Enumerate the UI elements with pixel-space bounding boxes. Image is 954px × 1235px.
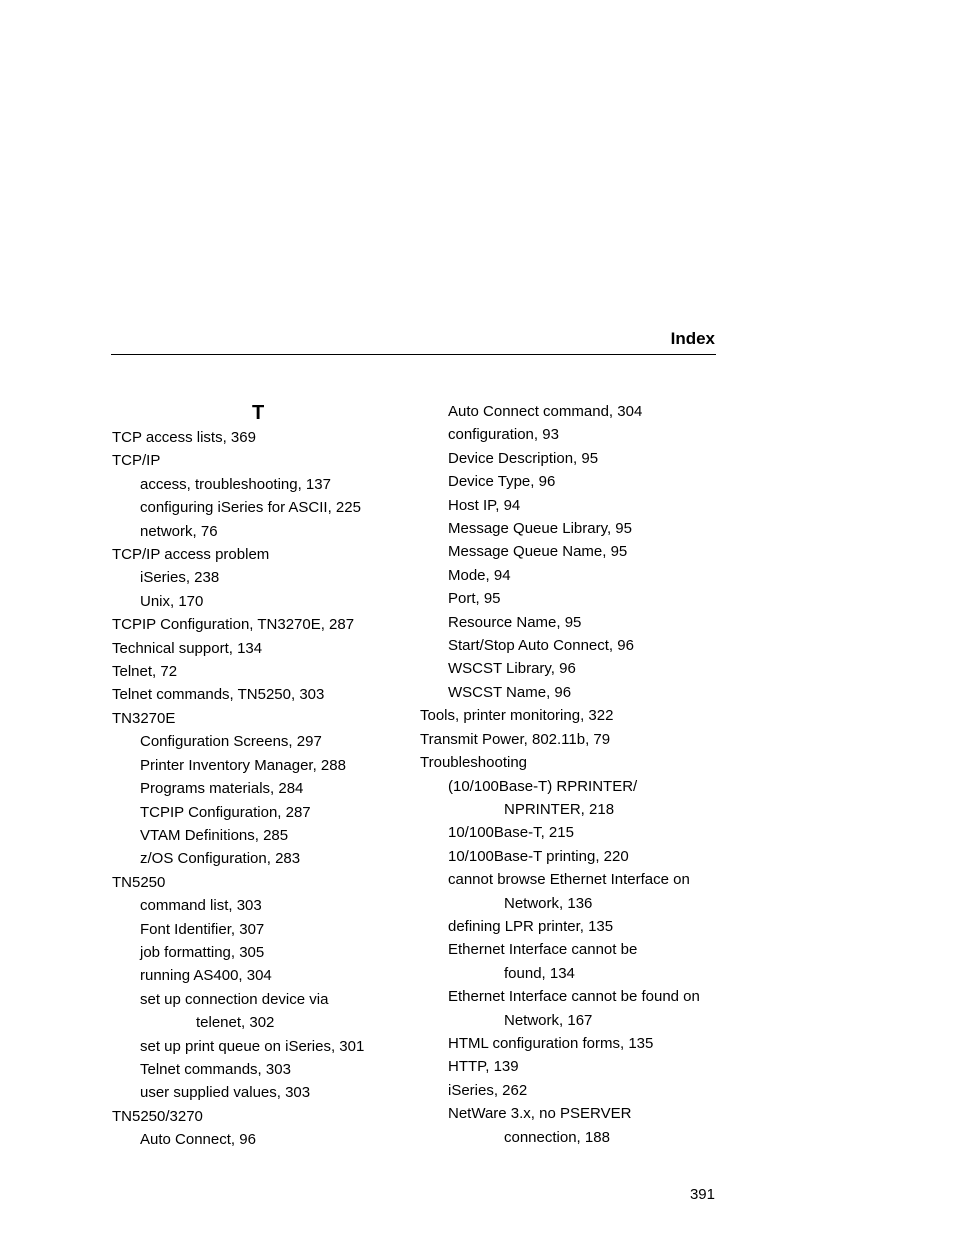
index-entry: Transmit Power, 802.11b, 79	[420, 730, 611, 748]
index-subentry: network, 76	[140, 522, 218, 540]
page-title: Index	[670, 329, 715, 348]
index-entry: TCPIP Configuration, TN3270E, 287	[112, 616, 355, 634]
index-subentry: Device Type, 96	[448, 473, 556, 491]
index-subentry: Auto Connect command, 304	[448, 403, 643, 420]
index-subentry: z/OS Configuration, 283	[140, 850, 301, 868]
index-entry-continuation: found, 134	[504, 964, 575, 982]
index-subentry: set up connection device via	[140, 990, 329, 1008]
index-subentry: Auto Connect, 96	[140, 1131, 256, 1149]
index-subentry: NetWare 3.x, no PSERVER	[448, 1105, 632, 1123]
index-entry-continuation: connection, 188	[504, 1128, 610, 1146]
index-entry-list-left	[112, 426, 412, 1152]
index-subentry: job formatting, 305	[140, 943, 265, 961]
index-subentry: cannot browse Ethernet Interface on	[448, 871, 690, 889]
index-entry-list-right	[420, 400, 720, 1149]
index-subentry: TCPIP Configuration, 287	[140, 803, 311, 821]
index-entry-continuation: NPRINTER, 218	[504, 800, 615, 818]
index-subentry: iSeries, 238	[140, 569, 220, 587]
index-entry: Telnet, 72	[112, 663, 178, 681]
section-letter-heading: T	[252, 402, 265, 424]
index-subentry: access, troubleshooting, 137	[140, 475, 331, 493]
index-subentry: Resource Name, 95	[448, 613, 582, 631]
index-subentry: Device Description, 95	[448, 449, 599, 467]
index-entry: TN5250/3270	[112, 1107, 203, 1125]
page-number: 391	[689, 1186, 715, 1203]
index-entry: Troubleshooting	[420, 754, 528, 772]
index-subentry: VTAM Definitions, 285	[140, 826, 289, 844]
index-subentry: Printer Inventory Manager, 288	[140, 756, 346, 774]
index-subentry: 10/100Base-T, 215	[448, 824, 574, 842]
index-entry-continuation: Network, 167	[504, 1011, 593, 1029]
index-subentry: (10/100Base-T) RPRINTER/	[448, 777, 638, 795]
index-column-right	[420, 400, 720, 1149]
index-subentry: Port, 95	[448, 590, 501, 608]
index-subentry: configuring iSeries for ASCII, 225	[140, 499, 361, 517]
index-entry: TN5250	[112, 873, 166, 891]
index-subentry: Font Identifier, 307	[140, 920, 265, 938]
index-subentry: Ethernet Interface cannot be	[448, 941, 638, 959]
index-subentry: WSCST Library, 96	[448, 660, 576, 678]
index-entry: Technical support, 134	[112, 639, 263, 657]
header-rule	[111, 354, 716, 355]
index-subentry: HTTP, 139	[448, 1058, 519, 1076]
index-entry-continuation: telenet, 302	[196, 1014, 275, 1032]
index-entry: Tools, printer monitoring, 322	[420, 707, 614, 725]
index-subentry: 10/100Base-T printing, 220	[448, 847, 629, 865]
index-entry: TCP/IP access problem	[112, 546, 270, 564]
index-subentry: Configuration Screens, 297	[140, 733, 322, 751]
index-subentry: configuration, 93	[448, 426, 559, 444]
index-subentry: Programs materials, 284	[140, 780, 304, 798]
index-subentry: HTML configuration forms, 135	[448, 1034, 654, 1052]
index-entry: TCP/IP	[112, 452, 161, 470]
index-subentry: Mode, 94	[448, 566, 511, 584]
index-subentry: running AS400, 304	[140, 967, 272, 985]
index-subentry: defining LPR printer, 135	[448, 917, 614, 935]
index-subentry: WSCST Name, 96	[448, 683, 572, 701]
index-subentry: Message Queue Name, 95	[448, 543, 628, 561]
index-subentry: Ethernet Interface cannot be found on	[448, 988, 700, 1006]
index-entry-continuation: Network, 136	[504, 894, 593, 912]
index-subentry: command list, 303	[140, 897, 262, 915]
index-subentry: Start/Stop Auto Connect, 96	[448, 637, 634, 655]
index-entry: TN3270E	[112, 709, 176, 727]
index-subentry: iSeries, 262	[448, 1081, 528, 1099]
index-subentry: user supplied values, 303	[140, 1084, 311, 1102]
index-column-left	[112, 400, 412, 1152]
index-subentry: Telnet commands, 303	[140, 1060, 291, 1078]
index-subentry: Message Queue Library, 95	[448, 520, 632, 538]
index-entry: TCP access lists, 369	[112, 429, 256, 446]
index-subentry: Unix, 170	[140, 592, 204, 610]
index-subentry: Host IP, 94	[448, 496, 521, 514]
index-entry: Telnet commands, TN5250, 303	[112, 686, 325, 704]
index-subentry: set up print queue on iSeries, 301	[140, 1037, 365, 1055]
